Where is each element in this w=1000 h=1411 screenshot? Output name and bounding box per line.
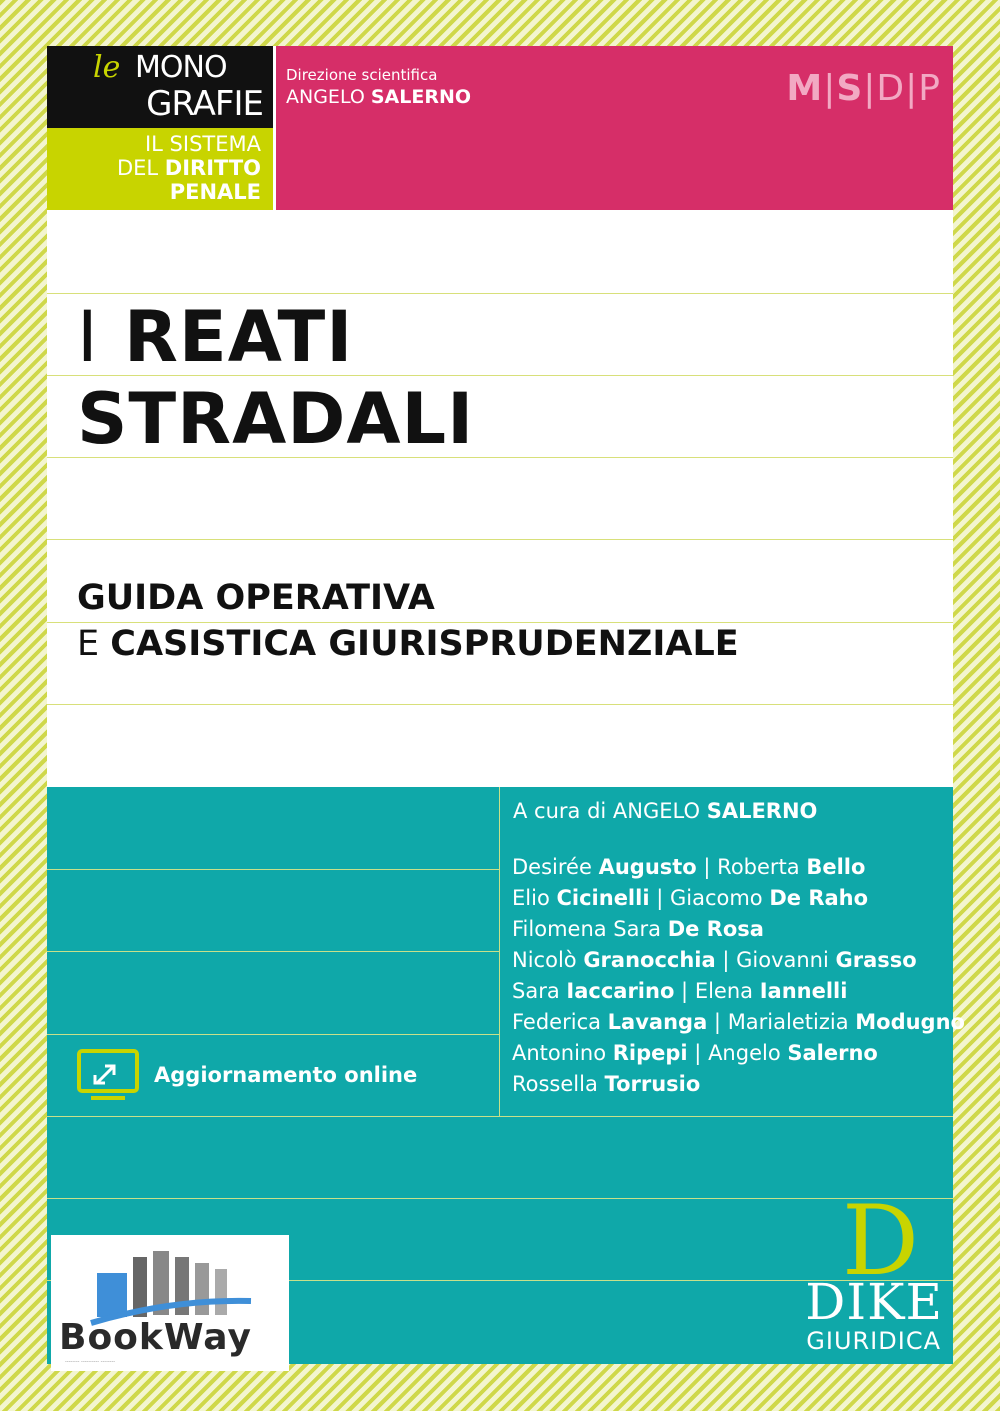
rule-line — [47, 951, 499, 952]
authors-panel — [47, 787, 965, 1365]
author-line: Federica Lavanga | Marialetizia Modugno — [512, 1010, 965, 1034]
author-line: Sara Iaccarino | Elena Iannelli — [512, 979, 848, 1003]
author-line: Desirée Augusto | Roberta Bello — [512, 855, 866, 879]
bookway-watermark — [51, 1235, 289, 1371]
book-title-line-2: STRADALI — [77, 378, 475, 460]
subtitle-line-1: GUIDA OPERATIVA — [77, 578, 435, 618]
rule-line — [47, 622, 953, 623]
monitor-update-icon — [77, 1049, 139, 1101]
author-line: Rossella Torrusio — [512, 1072, 701, 1096]
series-line-1: IL SISTEMA — [144, 132, 261, 156]
rule-line — [47, 539, 953, 540]
author-line: Filomena Sara De Rosa — [512, 917, 764, 941]
rule-line — [47, 1034, 499, 1035]
series-logo — [47, 46, 273, 128]
direction-label: Direzione scientifica — [286, 66, 438, 84]
direction-name: ANGELO SALERNO — [286, 86, 472, 108]
bookway-wordmark: BookWay — [59, 1317, 252, 1358]
rule-line — [47, 704, 953, 705]
bookway-tagline: -------- ---------- -------- — [65, 1359, 116, 1365]
author-line: Antonino Ripepi | Angelo Salerno — [512, 1041, 878, 1065]
publisher-sub: GIURIDICA — [806, 1327, 941, 1355]
books-logo-icon — [81, 1243, 261, 1325]
rule-line — [47, 1198, 953, 1199]
logo-grafie: GRAFIE — [146, 84, 263, 124]
series-name — [47, 128, 273, 210]
book-title-line-1: I REATI — [77, 296, 354, 378]
rule-line — [47, 1116, 953, 1117]
subtitle-line-2: E CASISTICA GIURISPRUDENZIALE — [77, 624, 739, 664]
series-line-2: DEL DIRITTO — [116, 156, 261, 180]
online-update-label: Aggiornamento online — [154, 1063, 418, 1087]
msdp-logo: M|S|D|P — [786, 68, 941, 109]
column-divider — [499, 787, 500, 1117]
direction-banner — [276, 46, 953, 210]
rule-line — [47, 869, 499, 870]
series-line-3: PENALE — [169, 180, 261, 204]
book-cover — [47, 46, 965, 1365]
logo-mono: MONO — [135, 50, 227, 85]
rule-line — [47, 293, 953, 294]
author-line: Elio Cicinelli | Giacomo De Raho — [512, 886, 869, 910]
author-line: Nicolò Granocchia | Giovanni Grasso — [512, 948, 917, 972]
editor-credit: A cura di ANGELO SALERNO — [513, 799, 818, 823]
publisher-initial: D — [842, 1185, 919, 1297]
publisher-name: DIKE — [805, 1273, 943, 1331]
logo-le: le — [93, 50, 121, 85]
